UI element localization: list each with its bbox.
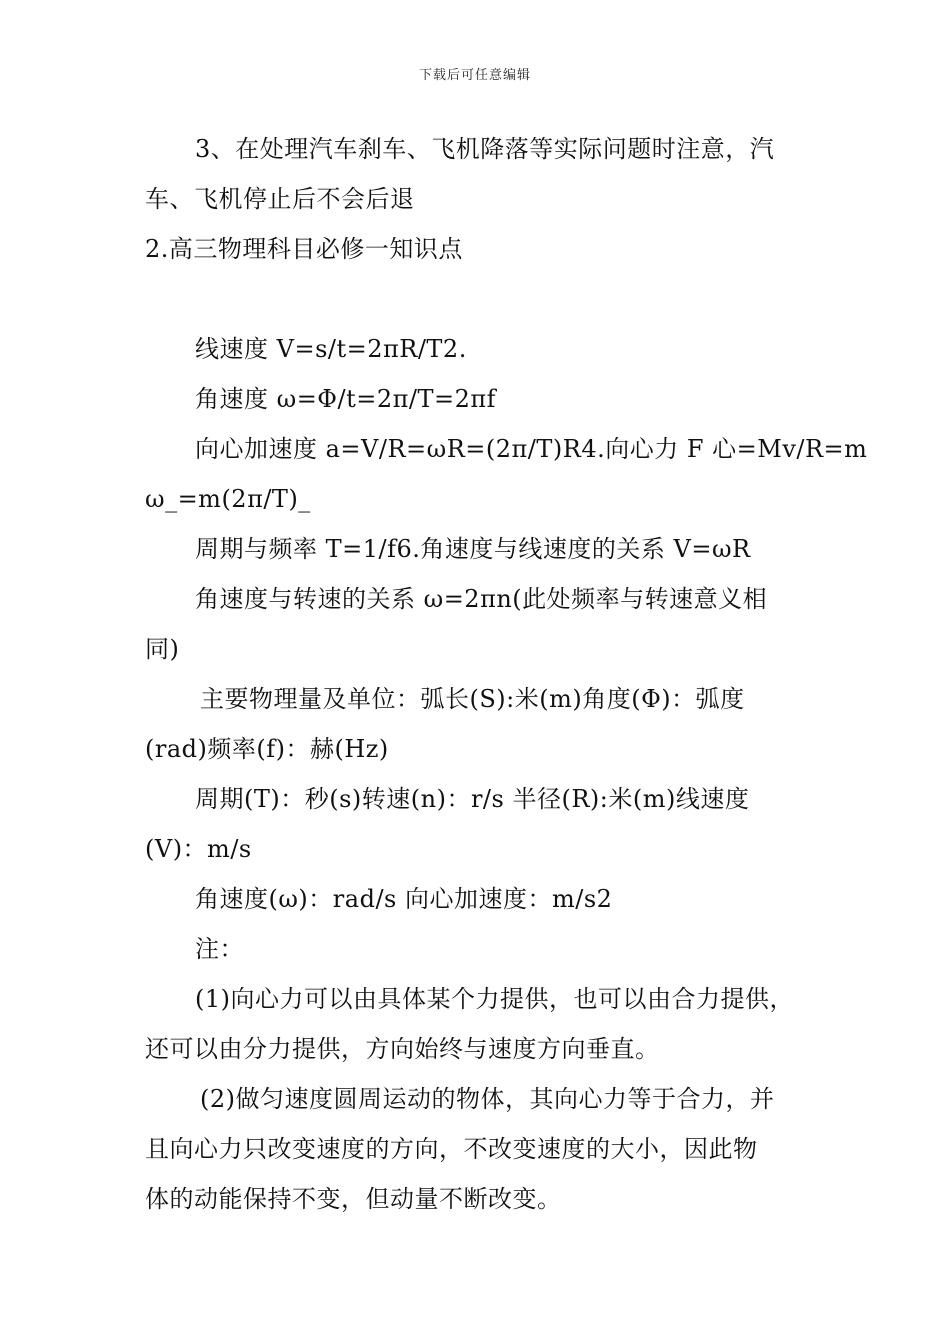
units-line: 主要物理量及单位：弧长(S):米(m)角度(Φ)：弧度	[200, 685, 745, 713]
units-line: (V)：m/s	[145, 835, 252, 863]
page-header: 下载后可任意编辑	[418, 68, 531, 83]
formula-line: 线速度 V=s/t=2πR/T2.	[195, 335, 467, 363]
formula-line: 向心加速度 a=V/R=ωR=(2π/T)R4.向心力 F 心=Mv/R=m	[195, 435, 868, 463]
formula-line: 同)	[145, 635, 180, 663]
note-line: 还可以由分力提供，方向始终与速度方向垂直。	[145, 1035, 660, 1063]
section-heading: 2.高三物理科目必修一知识点	[145, 235, 463, 263]
formula-line: 角速度与转速的关系 ω=2πn(此处频率与转速意义相	[195, 585, 768, 613]
note-line: 且向心力只改变速度的方向，不改变速度的大小，因此物	[145, 1135, 758, 1163]
paragraph-line: 车、飞机停止后不会后退	[145, 185, 415, 213]
formula-line: 角速度 ω=Φ/t=2π/T=2πf	[195, 385, 496, 413]
note-label: 注：	[195, 935, 244, 963]
units-line: (rad)频率(f)：赫(Hz)	[145, 735, 389, 763]
formula-line: ω_=m(2π/T)_	[145, 485, 311, 513]
note-line: (1)向心力可以由具体某个力提供，也可以由合力提供，	[195, 985, 794, 1013]
paragraph-line: 3、在处理汽车刹车、飞机降落等实际问题时注意，汽	[195, 135, 775, 163]
units-line: 角速度(ω)：rad/s 向心加速度：m/s2	[195, 885, 613, 913]
formula-line: 周期与频率 T=1/f6.角速度与线速度的关系 V=ωR	[195, 535, 751, 563]
note-line: (2)做匀速度圆周运动的物体，其向心力等于合力，并	[200, 1085, 775, 1113]
note-line: 体的动能保持不变，但动量不断改变。	[145, 1185, 562, 1213]
units-line: 周期(T)：秒(s)转速(n)：r/s 半径(R):米(m)线速度	[195, 785, 750, 813]
